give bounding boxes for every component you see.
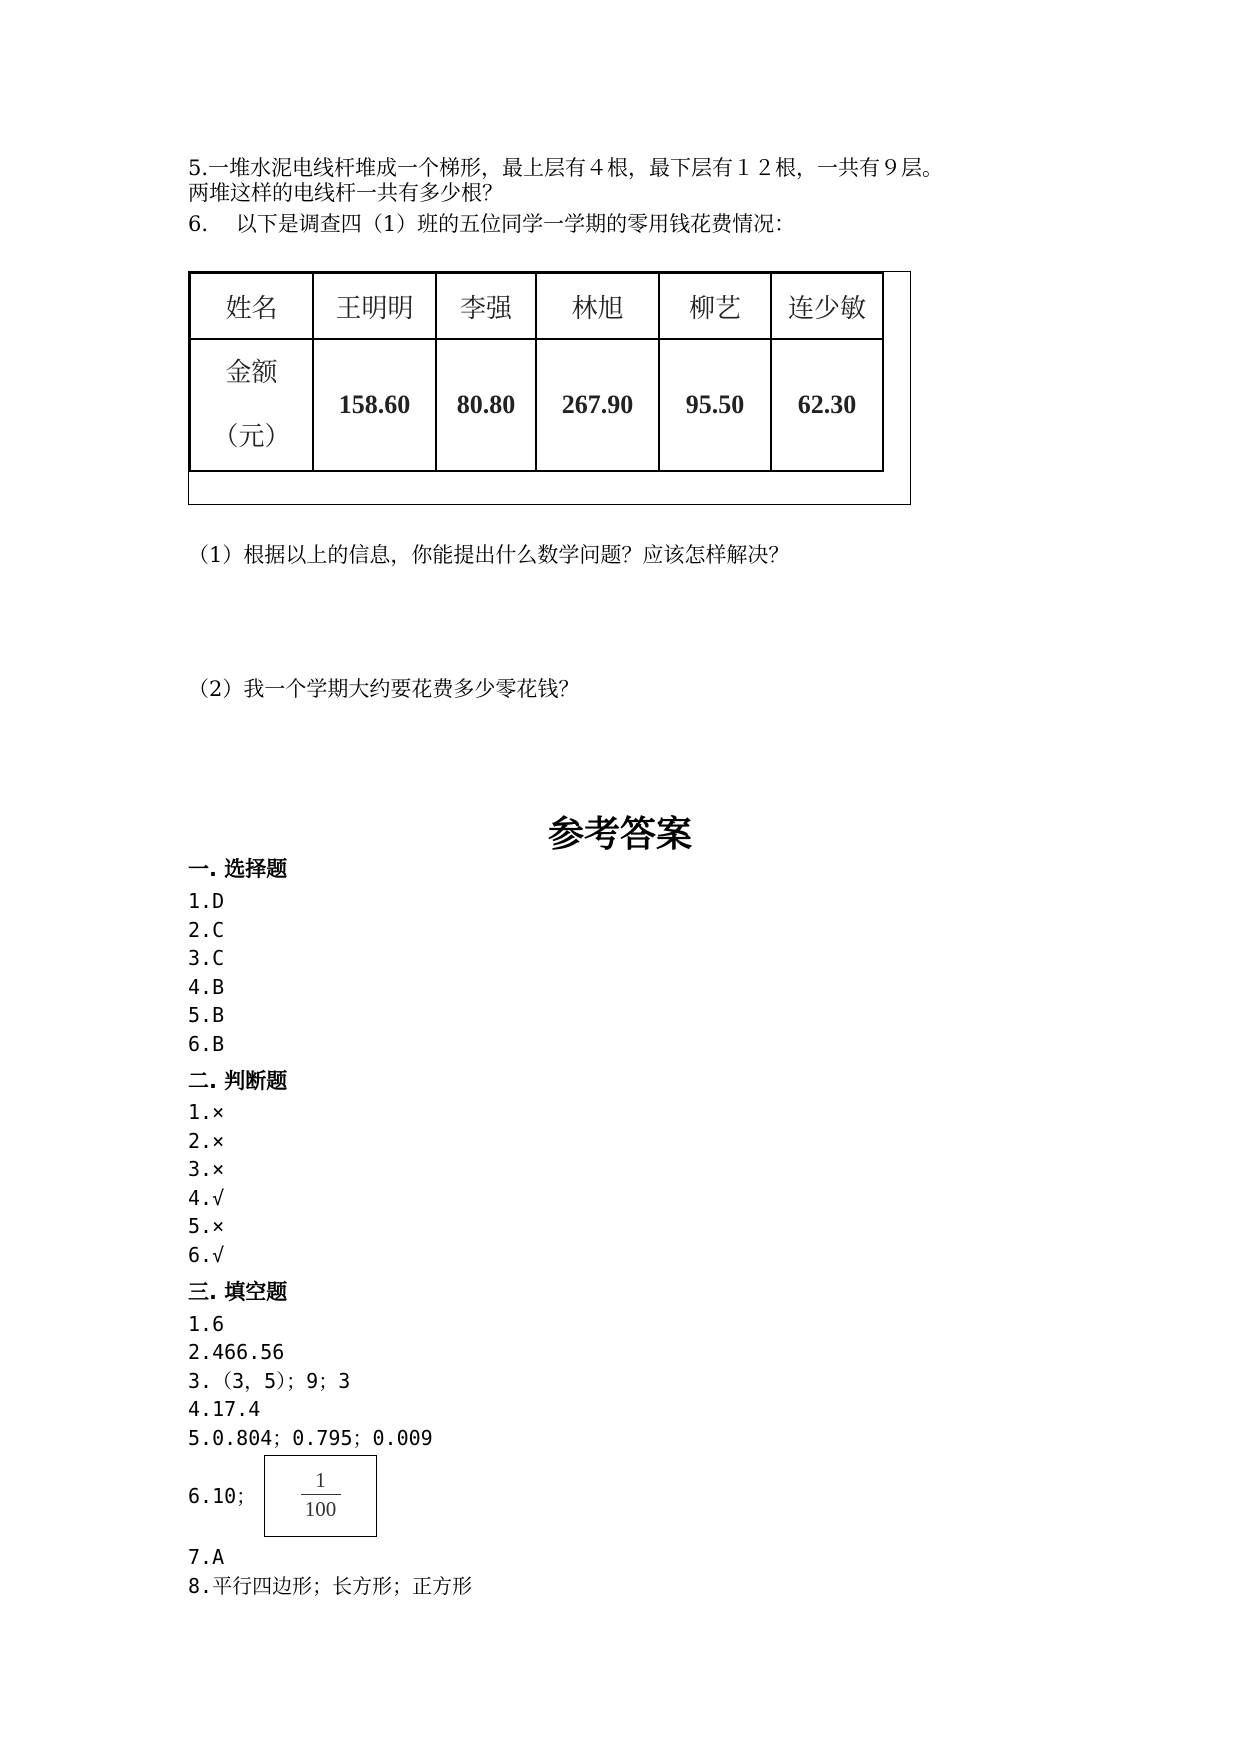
table-header-cell: 柳艺 <box>659 273 771 339</box>
answer-key-title: 参考答案 <box>547 814 692 855</box>
answer-item: 4.B <box>188 975 225 999</box>
table-header-cell: 林旭 <box>536 273 659 339</box>
answer-item: 7.A <box>188 1545 225 1569</box>
answer-item: 2.C <box>188 918 225 942</box>
question-6-part-2: （2）我一个学期大约要花费多少零花钱？ <box>188 677 580 701</box>
amount-label-cell <box>190 339 313 471</box>
answer-item: 4.17.4 <box>188 1397 261 1421</box>
fraction-numerator: 1 <box>315 1468 326 1492</box>
answer-item: 4.√ <box>188 1186 225 1210</box>
answer-item: 1.6 <box>188 1312 225 1336</box>
answer-item: 1.× <box>188 1100 225 1124</box>
question-5-line-1: 5.一堆水泥电线杆堆成一个梯形，最上层有４根，最下层有１２根，一共有９层。 <box>188 156 944 180</box>
question-6: 6. 以下是调查四（1）班的五位同学一学期的零用钱花费情况： <box>188 212 796 236</box>
answer-item: 3.× <box>188 1157 225 1181</box>
section-heading-fill-blank: 三. 填空题 <box>188 1280 288 1304</box>
fraction-denominator: 100 <box>304 1497 337 1521</box>
section-heading-choice: 一. 选择题 <box>188 857 288 881</box>
fraction <box>265 1468 376 1521</box>
answer-item: 2.× <box>188 1129 225 1153</box>
answer-item: 5.B <box>188 1003 225 1027</box>
table-header-cell: 李强 <box>436 273 536 339</box>
table-header-cell: 王明明 <box>313 273 436 339</box>
answer-item: 6.B <box>188 1032 225 1056</box>
answer-item: 5.0.804；0.795；0.009 <box>188 1426 433 1450</box>
fraction-image-box <box>264 1455 377 1537</box>
section-heading-judgement: 二. 判断题 <box>188 1069 288 1093</box>
amount-label-line-2: （元） <box>212 422 291 452</box>
amount-label-line-1: 金额 <box>225 358 278 388</box>
amount-cell: 80.80 <box>436 339 536 471</box>
answer-item: 6.√ <box>188 1243 225 1267</box>
answer-item: 2.466.56 <box>188 1340 285 1364</box>
pocket-money-table <box>189 272 884 472</box>
question-5-line-2: 两堆这样的电线杆一共有多少根？ <box>188 181 503 205</box>
fraction-bar <box>301 1494 341 1495</box>
pocket-money-table-frame <box>188 271 911 505</box>
answer-item: 8.平行四边形；长方形；正方形 <box>188 1574 473 1598</box>
answer-item: 3.（3，5）；9；3 <box>188 1369 351 1393</box>
answer-item: 3.C <box>188 946 225 970</box>
amount-cell: 158.60 <box>313 339 436 471</box>
amount-cell: 267.90 <box>536 339 659 471</box>
amount-cell: 62.30 <box>771 339 883 471</box>
answer-item: 5.× <box>188 1214 225 1238</box>
table-header-cell: 姓名 <box>190 273 313 339</box>
answer-item: 1.D <box>188 889 225 913</box>
amount-cell: 95.50 <box>659 339 771 471</box>
question-6-part-1: （1）根据以上的信息，你能提出什么数学问题？应该怎样解决？ <box>188 543 790 567</box>
table-amount-row <box>190 339 883 471</box>
answer-item: 6.10； <box>188 1484 257 1508</box>
table-header-row <box>190 273 883 339</box>
table-header-cell: 连少敏 <box>771 273 883 339</box>
